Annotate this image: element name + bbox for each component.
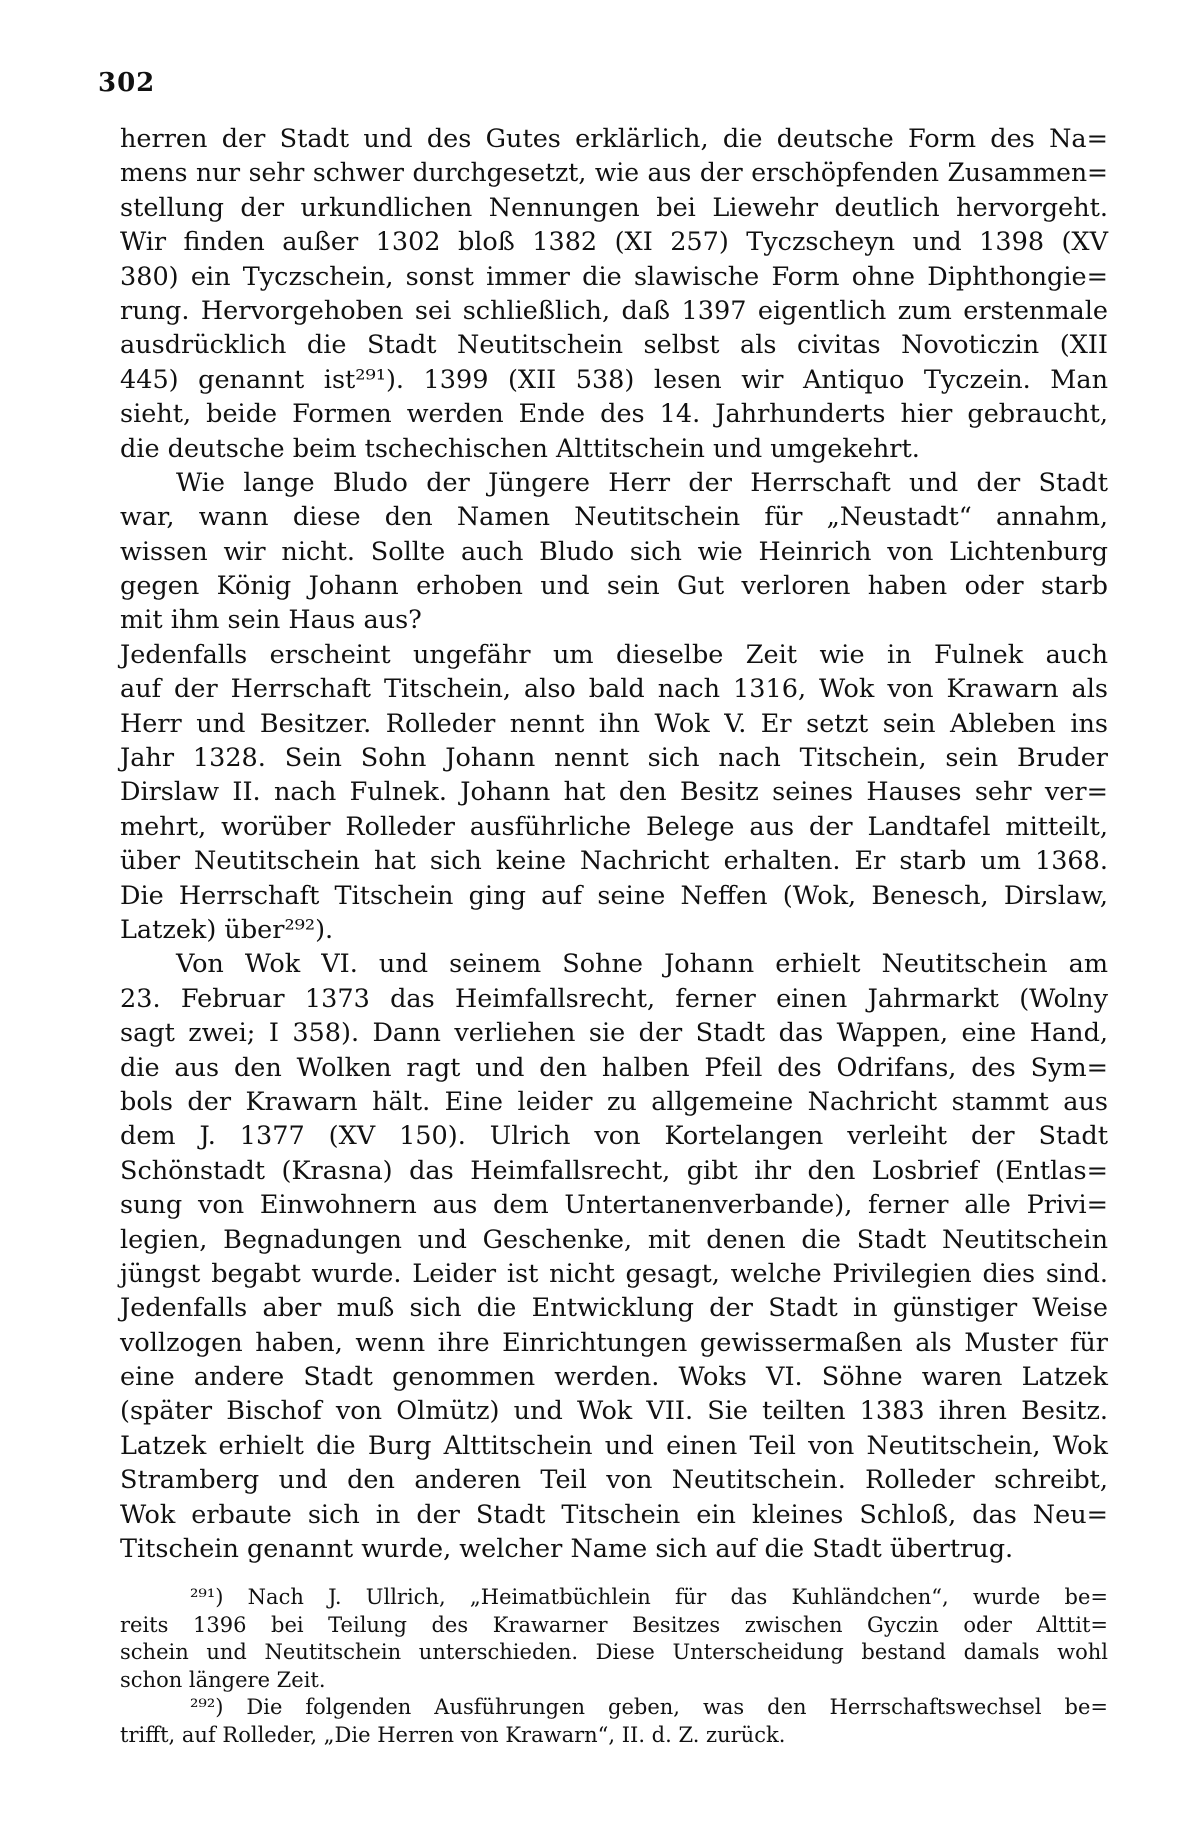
text-line: Die Herrschaft Titschein ging auf seine Neffen (Wok, Benesch, Dirslaw, bbox=[120, 880, 1108, 911]
text-line: herren der Stadt und des Gutes erklärlich, die deutsche Form des Na= bbox=[120, 124, 1108, 154]
text-line: wissen wir nicht. Sollte auch Bludo sich wie Heinrich von Lichtenburg bbox=[120, 536, 1108, 567]
text-line: Von Wok VI. und seinem Sohne Johann erhielt Neutitschein am bbox=[176, 949, 1108, 980]
footnote-line: trifft, auf Rolleder, „Die Herren von Krawarn“, II. d. Z. zurück. bbox=[120, 1722, 786, 1747]
text-line: gegen König Johann erhoben und sein Gut verloren haben oder starb bbox=[120, 571, 1108, 602]
page-number: 302 bbox=[98, 68, 156, 98]
text-line: Schönstadt (Krasna) das Heimfallsrecht, gibt ihr den Losbrief (Entlas= bbox=[120, 1155, 1108, 1186]
text-line: mens nur sehr schwer durchgesetzt, wie aus der erschöpfenden Zusammen= bbox=[120, 158, 1108, 188]
text-line: eine andere Stadt genommen werden. Woks VI. Söhne waren Latzek bbox=[120, 1362, 1108, 1393]
paragraph-3 bbox=[120, 638, 1108, 948]
text-line: über Neutitschein hat sich keine Nachricht erhalten. Er starb um 1368. bbox=[120, 846, 1108, 877]
paragraph-4 bbox=[120, 947, 1108, 1566]
text-line: sagt zwei; I 358). Dann verliehen sie der Stadt das Wappen, eine Hand, bbox=[120, 1018, 1108, 1049]
text-line: 445) genannt ist²⁹¹). 1399 (XII 538) lesen wir Antiquo Tyczein. Man bbox=[120, 364, 1108, 395]
text-line: 23. Februar 1373 das Heimfallsrecht, ferner einen Jahrmarkt (Wolny bbox=[120, 983, 1108, 1014]
text-line: Herr und Besitzer. Rolleder nennt ihn Wok V. Er setzt sein Ableben ins bbox=[120, 708, 1108, 739]
text-line: mehrt, worüber Rolleder ausführliche Belege aus der Landtafel mitteilt, bbox=[120, 811, 1108, 842]
text-line: Titschein genannt wurde, welcher Name sich auf die Stadt übertrug. bbox=[120, 1534, 1014, 1565]
text-line: stellung der urkundlichen Nennungen bei Liewehr deutlich hervorgeht. bbox=[120, 192, 1108, 223]
paragraph-1 bbox=[120, 122, 1108, 466]
text-line: war, wann diese den Namen Neutitschein für „Neustadt“ annahm, bbox=[120, 502, 1108, 533]
text-line: Jahr 1328. Sein Sohn Johann nennt sich nach Titschein, sein Bruder bbox=[120, 743, 1108, 774]
text-line: (später Bischof von Olmütz) und Wok VII. Sie teilten 1383 ihren Besitz. bbox=[120, 1396, 1108, 1427]
footnote-line: schein und Neutitschein unterschieden. Diese Unterscheidung bestand damals wohl bbox=[120, 1640, 1108, 1665]
text-line: vollzogen haben, wenn ihre Einrichtungen gewissermaßen als Muster für bbox=[120, 1327, 1108, 1358]
text-line: ausdrücklich die Stadt Neutitschein selbst als civitas Novoticzin (XII bbox=[120, 330, 1108, 361]
text-line: Latzek erhielt die Burg Alttitschein und einen Teil von Neutitschein, Wok bbox=[120, 1430, 1108, 1461]
text-line: rung. Hervorgehoben sei schließlich, daß 1397 eigentlich zum erstenmale bbox=[120, 295, 1108, 326]
text-line: Jedenfalls aber muß sich die Entwicklung der Stadt in günstiger Weise bbox=[120, 1293, 1108, 1324]
footnote-line: ²⁹²) Die folgenden Ausführungen geben, was den Herrschaftswechsel be= bbox=[190, 1695, 1108, 1720]
text-line: sung von Einwohnern aus dem Untertanenverbande), ferner alle Privi= bbox=[120, 1190, 1108, 1221]
text-line: Dirslaw II. nach Fulnek. Johann hat den Besitz seines Hauses sehr ver= bbox=[120, 777, 1108, 808]
text-line: auf der Herrschaft Titschein, also bald nach 1316, Wok von Krawarn als bbox=[120, 674, 1108, 705]
footnote-line: schon längere Zeit. bbox=[120, 1667, 326, 1692]
footnote-line: reits 1396 bei Teilung des Krawarner Besitzes zwischen Gyczin oder Alttit= bbox=[120, 1612, 1108, 1637]
text-line: sieht, beide Formen werden Ende des 14. Jahrhunderts hier gebraucht, bbox=[120, 399, 1108, 430]
text-line: 380) ein Tyczschein, sonst immer die slawische Form ohne Diphthongie= bbox=[120, 261, 1108, 292]
text-line: Latzek) über²⁹²). bbox=[120, 914, 334, 945]
text-line: dem J. 1377 (XV 150). Ulrich von Kortelangen verleiht der Stadt bbox=[120, 1121, 1108, 1152]
paragraph-2 bbox=[120, 466, 1108, 638]
text-line: mit ihm sein Haus aus? bbox=[120, 605, 422, 636]
text-line: Wir finden außer 1302 bloß 1382 (XI 257) Tyczscheyn und 1398 (XV bbox=[120, 227, 1108, 258]
footnote-line: ²⁹¹) Nach J. Ullrich, „Heimatbüchlein für das Kuhländchen“, wurde be= bbox=[190, 1585, 1108, 1610]
text-line: Stramberg und den anderen Teil von Neutitschein. Rolleder schreibt, bbox=[120, 1465, 1108, 1496]
body-text bbox=[120, 122, 1108, 1749]
text-line: die aus den Wolken ragt und den halben Pfeil des Odrifans, des Sym= bbox=[120, 1052, 1108, 1083]
text-line: legien, Begnadungen und Geschenke, mit denen die Stadt Neutitschein bbox=[120, 1224, 1108, 1255]
footnote-291 bbox=[120, 1584, 1108, 1694]
footnote-292 bbox=[120, 1694, 1108, 1749]
text-line: jüngst begabt wurde. Leider ist nicht gesagt, welche Privilegien dies sind. bbox=[120, 1258, 1108, 1289]
text-line: bols der Krawarn hält. Eine leider zu allgemeine Nachricht stammt aus bbox=[120, 1086, 1108, 1117]
text-line: die deutsche beim tschechischen Alttitschein und umgekehrt. bbox=[120, 433, 920, 464]
text-line: Jedenfalls erscheint ungefähr um dieselbe Zeit wie in Fulnek auch bbox=[120, 639, 1108, 670]
text-line: Wok erbaute sich in der Stadt Titschein ein kleines Schloß, das Neu= bbox=[120, 1499, 1108, 1530]
text-line: Wie lange Bludo der Jüngere Herr der Herrschaft und der Stadt bbox=[176, 467, 1108, 498]
